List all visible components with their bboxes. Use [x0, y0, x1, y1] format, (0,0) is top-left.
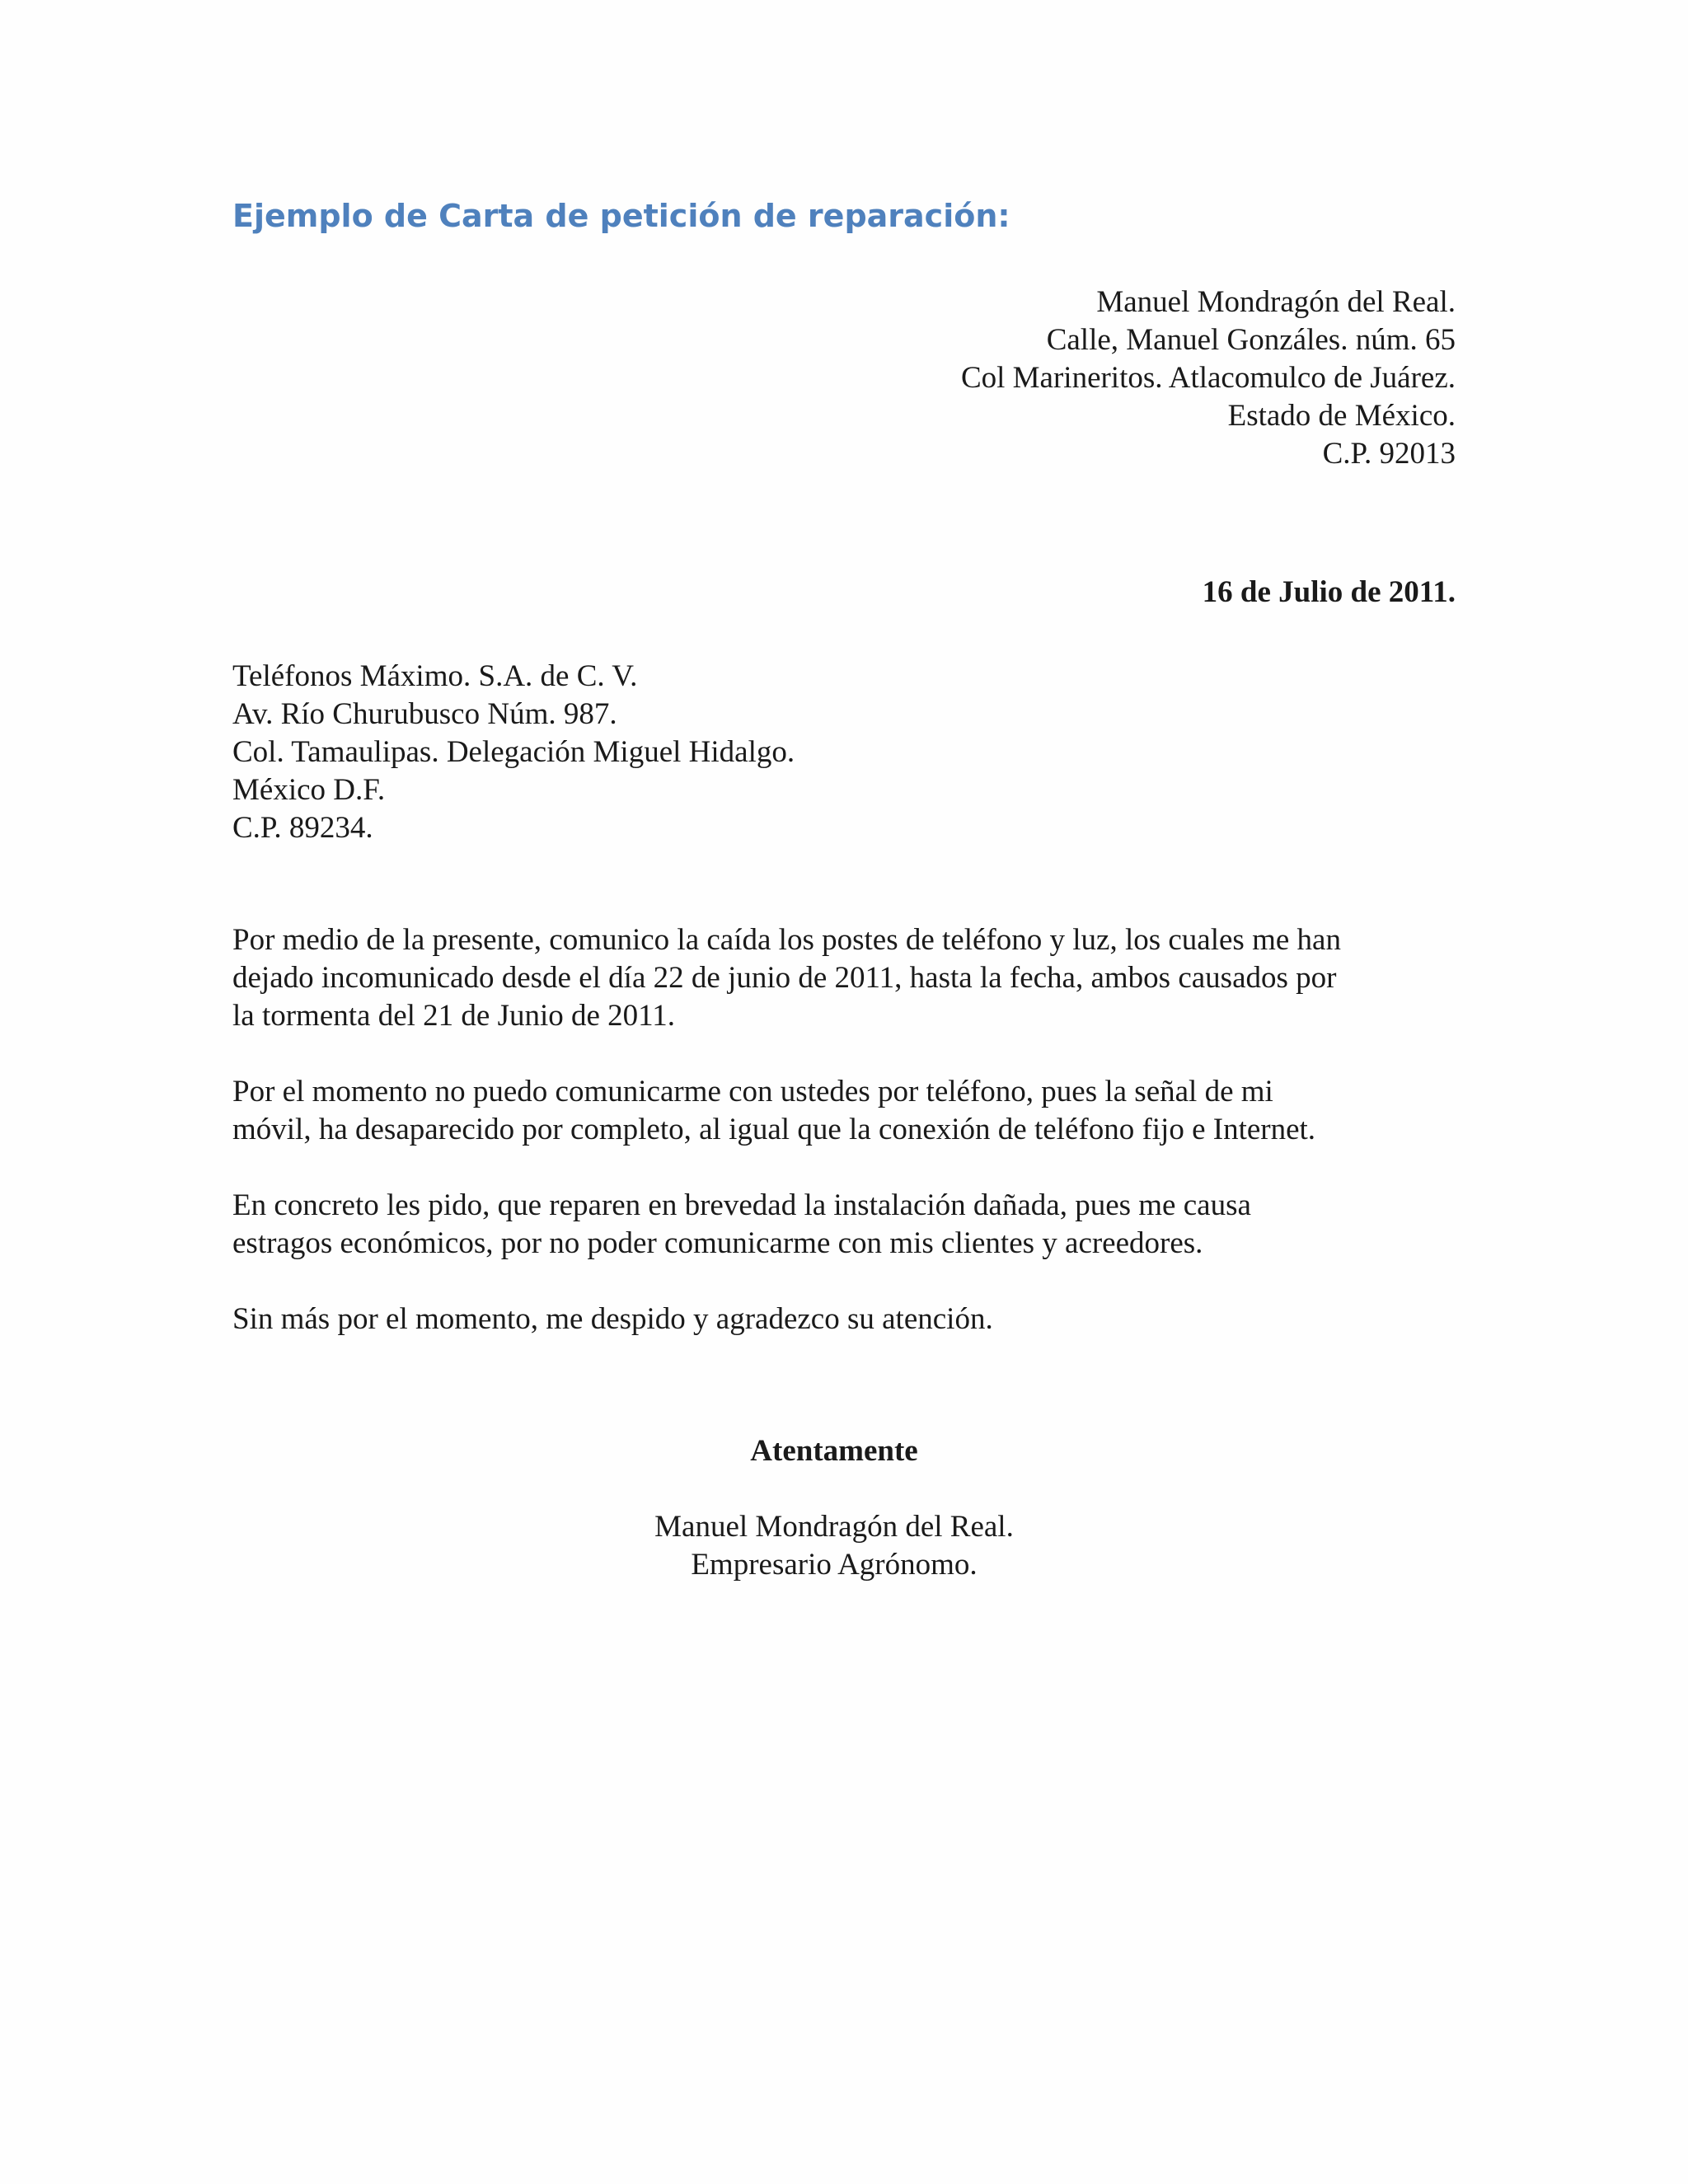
recipient-city: México D.F.	[232, 773, 386, 807]
paragraph-line: estragos económicos, por no poder comunicarme con mis clientes y acreedores.	[232, 1226, 1203, 1260]
body-paragraph-2	[232, 1073, 1456, 1149]
sender-name: Manuel Mondragón del Real.	[1096, 285, 1456, 319]
document-title: Ejemplo de Carta de petición de reparación:	[232, 198, 1010, 234]
sender-postal-code: C.P. 92013	[1322, 437, 1456, 471]
body-paragraph-1	[232, 921, 1456, 1035]
paragraph-line: móvil, ha desaparecido por completo, al igual que la conexión de teléfono fijo e Internet.	[232, 1113, 1316, 1146]
paragraph-line: Por medio de la presente, comunico la caída los postes de teléfono y luz, los cuales me han	[232, 923, 1341, 957]
sender-state: Estado de México.	[1227, 399, 1456, 433]
paragraph-line: Por el momento no puedo comunicarme con ustedes por teléfono, pues la señal de mi	[232, 1075, 1273, 1108]
sender-address	[232, 284, 1456, 473]
signature-block	[232, 1508, 1436, 1584]
recipient-street: Av. Río Churubusco Núm. 987.	[232, 697, 617, 731]
body-paragraph-4	[232, 1301, 1456, 1338]
signature-name: Manuel Mondragón del Real.	[654, 1510, 1014, 1544]
letter-date: 16 de Julio de 2011.	[1202, 575, 1456, 609]
paragraph-line: dejado incomunicado desde el día 22 de junio de 2011, hasta la fecha, ambos causados por	[232, 961, 1337, 995]
sender-street: Calle, Manuel Gonzáles. núm. 65	[1046, 323, 1456, 357]
letter-content	[232, 191, 1456, 1584]
body-paragraph-3	[232, 1187, 1456, 1263]
recipient-address	[232, 658, 1456, 847]
recipient-company: Teléfonos Máximo. S.A. de C. V.	[232, 659, 638, 693]
recipient-postal-code: C.P. 89234.	[232, 811, 373, 845]
paragraph-line: Sin más por el momento, me despido y agradezco su atención.	[232, 1302, 993, 1336]
paragraph-line: En concreto les pido, que reparen en brevedad la instalación dañada, pues me causa	[232, 1188, 1251, 1222]
closing-salutation: Atentamente	[750, 1434, 918, 1468]
paragraph-line: la tormenta del 21 de Junio de 2011.	[232, 999, 676, 1033]
signature-title: Empresario Agrónomo.	[691, 1548, 978, 1582]
recipient-colony: Col. Tamaulipas. Delegación Miguel Hidalgo.	[232, 735, 795, 769]
sender-colony: Col Marineritos. Atlacomulco de Juárez.	[960, 361, 1456, 395]
letter-body	[232, 921, 1456, 1338]
